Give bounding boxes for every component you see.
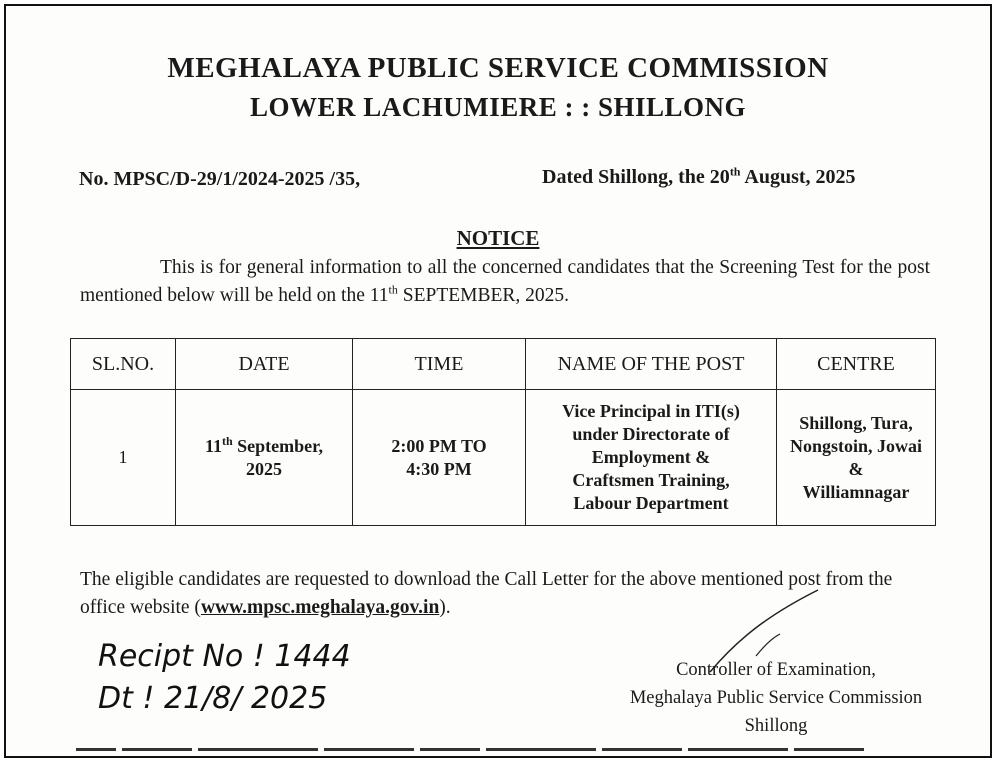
date-day: 11: [204, 435, 222, 456]
header-sl-no: SL.NO.: [71, 339, 176, 390]
post-line: under Directorate of: [572, 424, 730, 444]
post-line: Labour Department: [573, 493, 729, 513]
header-post: NAME OF THE POST: [526, 339, 777, 390]
instruction-start: The eligible candidates are requested to download the Call Letter for the above mentioned post from the office website (: [80, 569, 893, 618]
reference-number: No. MPSC/D-29/1/2024-2025 /35,: [79, 168, 361, 190]
signature-block: [586, 656, 966, 740]
time-end: 4:30 PM: [406, 458, 472, 479]
notice-body: [80, 254, 930, 310]
date-superscript: th: [729, 164, 741, 179]
post-line: Employment &: [591, 447, 711, 467]
schedule-table: [70, 338, 936, 526]
table-row: [71, 390, 936, 526]
cell-date: [176, 390, 353, 526]
time-start: 2:00 PM TO: [391, 435, 487, 456]
date-day-superscript: th: [222, 433, 233, 448]
cell-centre: [777, 390, 936, 526]
header-centre: CENTRE: [777, 339, 936, 390]
table-header-row: [71, 339, 936, 390]
notice-title: NOTICE: [456, 226, 540, 250]
signatory-designation: Controller of Examination,: [676, 660, 876, 680]
cell-sl-no: 1: [71, 390, 176, 526]
cut-off-text-line: [76, 742, 936, 754]
signatory-organization: Meghalaya Public Service Commission: [629, 688, 923, 708]
handwritten-receipt-line: Recipt No ! 1444: [98, 639, 351, 674]
centre-line: Shillong, Tura,: [799, 412, 913, 433]
centre-line: Williamnagar: [802, 481, 910, 502]
date-prefix: Dated Shillong, the 20: [542, 166, 730, 188]
header-date: DATE: [176, 339, 353, 390]
notice-body-superscript: th: [388, 282, 398, 297]
signatory-place: Shillong: [744, 716, 808, 736]
organization-name: MEGHALAYA PUBLIC SERVICE COMMISSION: [167, 52, 829, 84]
instruction-end: ).: [439, 597, 451, 618]
notice-body-start: This is for general information to all the concerned candidates that the Screening Test for the post mentioned below will be held on the 11: [80, 257, 930, 306]
header-time: TIME: [353, 339, 526, 390]
handwritten-date-line: Dt ! 21/8/ 2025: [98, 681, 328, 716]
post-line: Vice Principal in ITI(s): [562, 401, 740, 421]
date-suffix: August, 2025: [740, 166, 856, 188]
date-month: September,: [232, 435, 323, 456]
cell-post: [526, 390, 777, 526]
centre-line: Nongstoin, Jowai &: [789, 435, 923, 479]
website-link[interactable]: www.mpsc.meghalaya.gov.in: [200, 597, 440, 618]
date-line: [542, 166, 856, 189]
handwritten-receipt-note: [94, 636, 434, 716]
post-line: Craftsmen Training,: [572, 470, 730, 490]
notice-document: [4, 4, 992, 758]
date-year: 2025: [246, 458, 282, 479]
notice-body-end: SEPTEMBER, 2025.: [397, 285, 570, 306]
organization-address: LOWER LACHUMIERE : : SHILLONG: [249, 92, 747, 122]
cell-time: [353, 390, 526, 526]
